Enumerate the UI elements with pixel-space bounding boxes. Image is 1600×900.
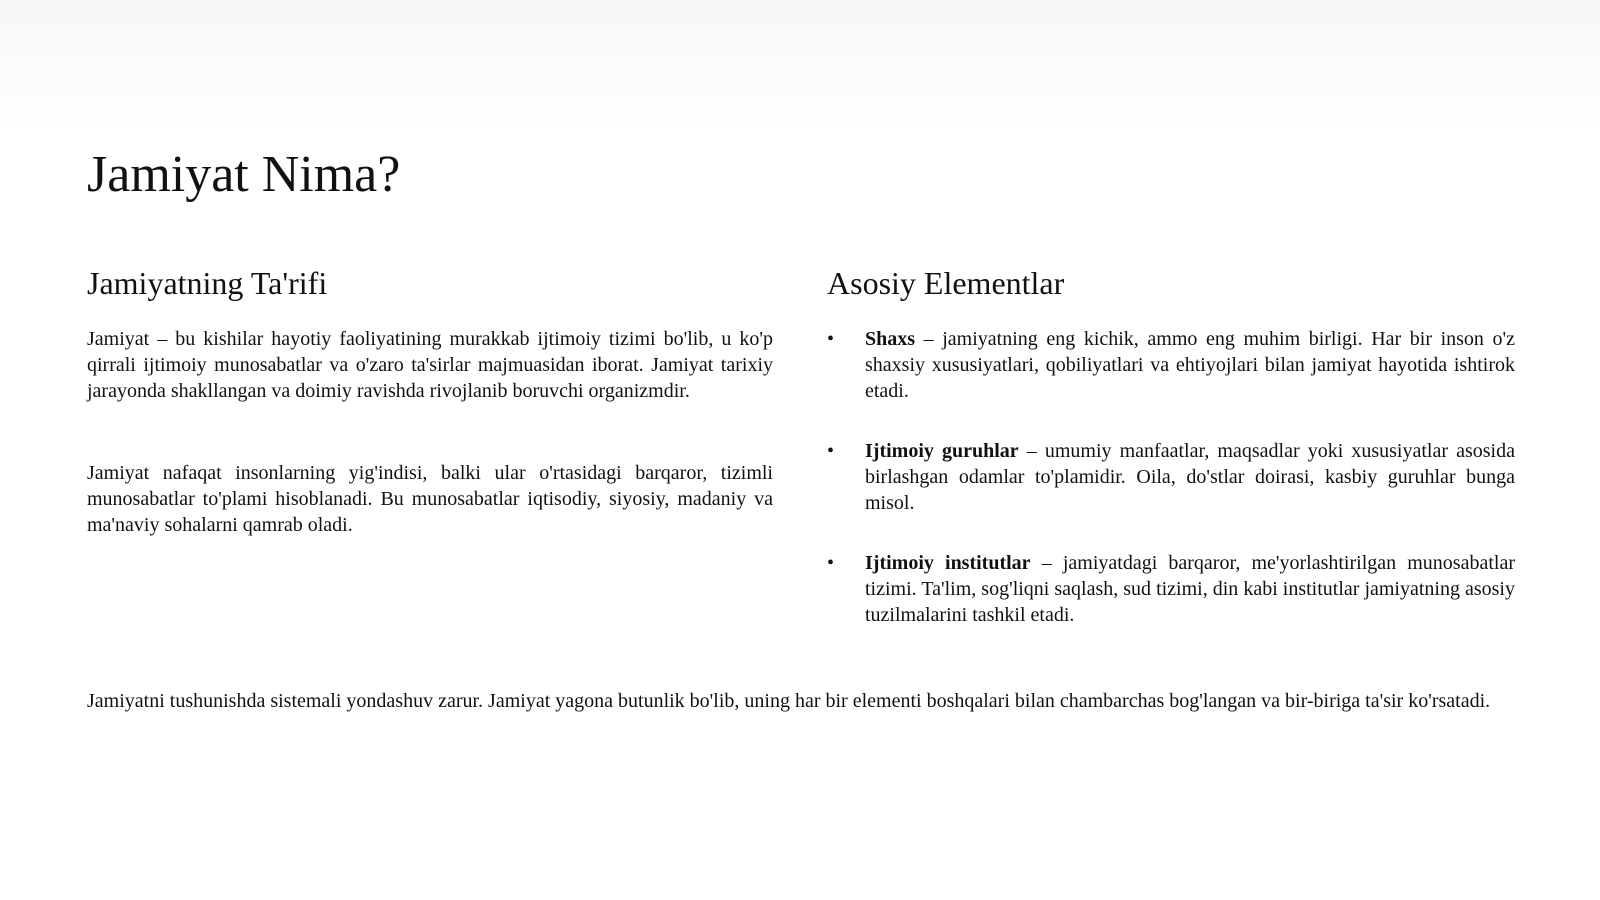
elements-column (827, 264, 1515, 662)
bullet-term: Shaxs (865, 328, 916, 351)
elements-heading: Asosiy Elementlar (827, 265, 1065, 301)
list-item-ijtimoiy-institutlar (827, 550, 1515, 628)
summary-paragraph: Jamiyatni tushunishda sistemali yondashuv zarur. Jamiyat yagona butunlik bo'lib, uning har bir elementi boshqalari bilan chambarchas bog'langan va bir-biriga ta'sir ko'rsatadi. (87, 690, 1491, 712)
bullet-icon: • (827, 440, 835, 463)
definition-column (87, 264, 773, 538)
definition-heading: Jamiyatning Ta'rifi (87, 265, 328, 301)
list-item-shaxs (827, 326, 1515, 404)
elements-list (827, 326, 1515, 628)
page-title: Jamiyat Nima? (87, 146, 401, 203)
bullet-icon: • (827, 328, 835, 351)
definition-paragraph-2: Jamiyat nafaqat insonlarning yig'indisi, balki ular o'rtasidagi barqaror, tizimli munosabatlar to'plami hisoblanadi. Bu munosabatlar iqtisodiy, siyosiy, madaniy va ma'naviy sohalarni qamrab oladi. (87, 462, 773, 537)
bullet-text: – jamiyatning eng kichik, ammo eng muhim birligi. Har bir inson o'z shaxsiy xususiyatlari, qobiliyatlari va ehtiyojlari bilan jamiyat hayotida ishtirok etadi. (865, 328, 1515, 403)
bullet-term: Ijtimoiy guruhlar (865, 440, 1019, 463)
list-item-ijtimoiy-guruhlar (827, 438, 1515, 516)
definition-paragraph-1: Jamiyat – bu kishilar hayotiy faoliyatining murakkab ijtimoiy tizimi bo'lib, u ko'p qirrali ijtimoiy munosabatlar va o'zaro ta'sirlar majmuasidan iborat. Jamiyat tarixiy jarayonda shakllangan va doimiy ravishda rivojlanib boruvchi organizmdir. (87, 328, 773, 403)
bullet-text: – umumiy manfaatlar, maqsadlar yoki xususiyatlar asosida birlashgan odamlar to'plamidir. Oila, do'stlar doirasi, kasbiy guruhlar bunga misol. (865, 440, 1515, 515)
bullet-text: – jamiyatdagi barqaror, me'yorlashtirilgan munosabatlar tizimi. Ta'lim, sog'liqni saqlash, sud tizimi, din kabi institutlar jamiyatning asosiy tuzilmalarini tashkil etadi. (865, 552, 1515, 627)
bullet-icon: • (827, 552, 835, 575)
bullet-term: Ijtimoiy institutlar (865, 552, 1031, 575)
